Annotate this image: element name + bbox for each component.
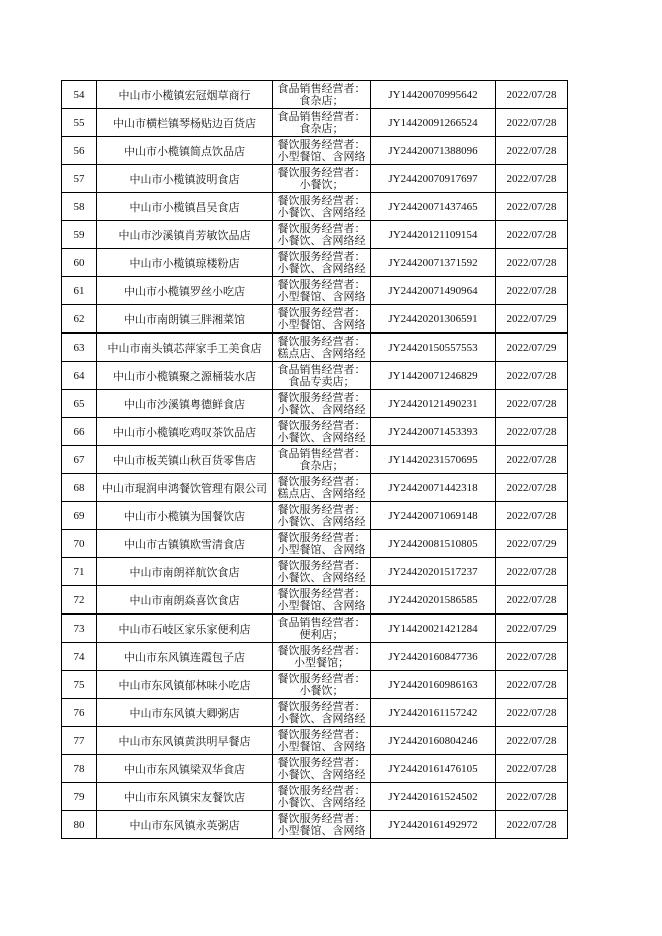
business-type-text: 餐饮服务经营者：小型餐馆、含网络 [277,728,366,753]
license-number-cell [371,249,496,277]
license-number-text: JY24420071490964 [388,284,478,297]
business-type-text: 餐饮服务经营者：小餐饮、含网络经 [277,419,366,444]
row-number-cell [62,221,97,249]
row-number-cell [62,614,97,643]
issue-date-text: 2022/07/29 [506,537,557,550]
business-type-cell [273,137,371,165]
license-number-cell [371,783,496,811]
business-type-text: 食品销售经营者：食杂店； [277,110,366,135]
table-row [62,390,568,418]
license-number-cell [371,502,496,530]
license-number-cell [371,277,496,305]
business-name-cell [97,755,273,783]
issue-date-cell [496,390,568,418]
row-number-text: 74 [73,650,85,663]
row-number-cell [62,165,97,193]
business-name-text: 中山市小榄镇波明食店 [129,173,240,186]
business-type-cell [273,474,371,502]
business-name-cell [97,643,273,671]
business-type-cell [273,418,371,446]
business-type-text: 餐饮服务经营者：小型餐馆； [277,644,366,669]
issue-date-cell [496,333,568,362]
license-number-text: JY24420201306591 [388,312,478,325]
row-number-text: 69 [73,509,85,522]
issue-date-text: 2022/07/28 [506,790,557,803]
business-name-text: 中山市东风镇永英粥店 [129,819,240,832]
business-name-text: 中山市小榄镇为国餐饮店 [124,510,245,523]
issue-date-text: 2022/07/28 [506,734,557,747]
table-row [62,109,568,137]
business-name-text: 中山市小榄镇聚之源桶装水店 [113,370,256,383]
table-row [62,586,568,615]
issue-date-cell [496,474,568,502]
license-number-cell [371,699,496,727]
table-row [62,502,568,530]
business-name-text: 中山市东风镇郁林味小吃店 [118,679,251,692]
business-type-text: 餐饮服务经营者：小餐饮； [277,672,366,697]
issue-date-cell [496,81,568,109]
business-type-text: 食品销售经营者：便利店； [277,616,366,641]
business-name-cell [97,586,273,615]
issue-date-text: 2022/07/28 [506,453,557,466]
business-type-text: 餐饮服务经营者：糕点店、含网络经 [277,475,366,500]
business-name-text: 中山市沙溪镇肖芳敏饮品店 [118,229,251,242]
license-number-text: JY24420161492972 [388,818,478,831]
issue-date-cell [496,783,568,811]
business-type-text: 食品销售经营者：食杂店； [277,447,366,472]
business-type-text: 餐饮服务经营者：小餐饮、含网络经 [277,559,366,584]
issue-date-cell [496,418,568,446]
business-type-cell [273,249,371,277]
license-number-cell [371,530,496,558]
table-row [62,362,568,390]
business-type-text: 餐饮服务经营者：小餐饮、含网络经 [277,250,366,275]
business-type-cell [273,727,371,755]
business-type-text: 餐饮服务经营者：小餐饮、含网络经 [277,756,366,781]
license-number-text: JY24420071388096 [388,144,478,157]
issue-date-cell [496,671,568,699]
business-type-text: 餐饮服务经营者：糕点店、含网络经 [277,335,366,360]
issue-date-cell [496,305,568,334]
table-row [62,221,568,249]
table-row [62,193,568,221]
business-name-text: 中山市古镇镇欧雪清食店 [124,538,245,551]
business-type-cell [273,643,371,671]
license-number-text: JY14420091266524 [388,116,478,129]
table-row [62,755,568,783]
business-name-text: 中山市沙溪镇粤德鲜食店 [124,398,245,411]
table-row [62,474,568,502]
license-number-cell [371,811,496,839]
table-row [62,81,568,109]
row-number-cell [62,390,97,418]
license-number-text: JY24420071442318 [388,481,478,494]
business-name-cell [97,333,273,362]
issue-date-text: 2022/07/28 [506,172,557,185]
business-name-cell [97,165,273,193]
table-row [62,333,568,362]
business-name-text: 中山市南朗镇三胖湘菜馆 [124,313,245,326]
row-number-text: 60 [73,256,85,269]
license-number-cell [371,671,496,699]
row-number-text: 57 [73,172,85,185]
business-type-text: 餐饮服务经营者：小型餐馆、含网络 [277,531,366,556]
business-name-cell [97,362,273,390]
business-name-text: 中山市东风镇连霞包子店 [124,651,245,664]
issue-date-cell [496,137,568,165]
issue-date-text: 2022/07/28 [506,762,557,775]
license-number-cell [371,586,496,615]
row-number-cell [62,362,97,390]
license-number-cell [371,165,496,193]
issue-date-cell [496,362,568,390]
business-type-cell [273,165,371,193]
license-number-cell [371,137,496,165]
issue-date-text: 2022/07/28 [506,593,557,606]
table-row [62,643,568,671]
business-name-text: 中山市琨润申鸿餐饮管理有限公司 [102,482,267,495]
business-type-text: 餐饮服务经营者：小型餐馆、含网络 [277,138,366,163]
row-number-cell [62,727,97,755]
business-type-cell [273,586,371,615]
row-number-text: 64 [73,369,85,382]
issue-date-text: 2022/07/28 [506,200,557,213]
business-name-text: 中山市横栏镇琴杨贴边百货店 [113,117,256,130]
row-number-cell [62,446,97,474]
license-number-cell [371,193,496,221]
row-number-text: 71 [73,565,85,578]
row-number-text: 54 [73,88,85,101]
table-row [62,783,568,811]
license-number-cell [371,305,496,334]
license-number-text: JY24420161524502 [388,790,478,803]
business-type-cell [273,699,371,727]
license-number-cell [371,81,496,109]
business-type-text: 餐饮服务经营者：小餐饮、含网络经 [277,784,366,809]
business-type-cell [273,277,371,305]
business-type-text: 餐饮服务经营者：小型餐馆、含网络 [277,812,366,837]
business-name-cell [97,727,273,755]
issue-date-cell [496,558,568,586]
license-number-text: JY24420070917697 [388,172,478,185]
row-number-cell [62,474,97,502]
business-name-text: 中山市南朗焱喜饮食店 [129,594,240,607]
license-number-cell [371,643,496,671]
row-number-cell [62,699,97,727]
business-name-cell [97,193,273,221]
license-number-text: JY24420150557553 [388,341,478,354]
license-number-cell [371,221,496,249]
license-number-cell [371,558,496,586]
row-number-text: 80 [73,818,85,831]
issue-date-text: 2022/07/28 [506,425,557,438]
issue-date-text: 2022/07/28 [506,88,557,101]
business-type-cell [273,81,371,109]
license-number-text: JY24420161476105 [388,762,478,775]
business-type-cell [273,783,371,811]
license-number-cell [371,614,496,643]
issue-date-text: 2022/07/28 [506,144,557,157]
row-number-text: 55 [73,116,85,129]
row-number-cell [62,249,97,277]
row-number-text: 75 [73,678,85,691]
business-name-text: 中山市东风镇黄洪明早餐店 [118,735,251,748]
issue-date-cell [496,614,568,643]
business-name-cell [97,109,273,137]
license-number-text: JY24420161157242 [388,706,478,719]
issue-date-cell [496,755,568,783]
row-number-text: 77 [73,734,85,747]
table-row [62,277,568,305]
issue-date-cell [496,643,568,671]
table-row [62,671,568,699]
row-number-cell [62,502,97,530]
row-number-text: 76 [73,706,85,719]
table-row [62,811,568,839]
business-type-cell [273,614,371,643]
business-type-cell [273,755,371,783]
issue-date-text: 2022/07/28 [506,509,557,522]
license-table-body [62,81,568,839]
row-number-text: 67 [73,453,85,466]
row-number-text: 78 [73,762,85,775]
row-number-text: 70 [73,537,85,550]
license-number-text: JY24420081510805 [388,537,478,550]
business-type-text: 餐饮服务经营者：小型餐馆、含网络 [277,278,366,303]
license-number-cell [371,727,496,755]
business-type-cell [273,362,371,390]
license-number-text: JY24420071437465 [388,200,478,213]
issue-date-text: 2022/07/28 [506,678,557,691]
issue-date-text: 2022/07/29 [506,622,557,635]
business-type-cell [273,305,371,334]
business-type-text: 食品销售经营者：食品专卖店； [277,363,366,388]
business-name-text: 中山市南头镇芯萍家手工美食店 [107,342,262,355]
license-number-cell [371,390,496,418]
table-row [62,418,568,446]
business-name-cell [97,558,273,586]
table-row [62,614,568,643]
issue-date-text: 2022/07/29 [506,341,557,354]
row-number-text: 68 [73,481,85,494]
table-row [62,727,568,755]
issue-date-text: 2022/07/28 [506,369,557,382]
row-number-cell [62,305,97,334]
issue-date-text: 2022/07/29 [506,312,557,325]
business-name-cell [97,137,273,165]
business-name-cell [97,502,273,530]
business-type-cell [273,446,371,474]
row-number-cell [62,333,97,362]
business-name-text: 中山市南朗祥航饮食店 [129,566,240,579]
issue-date-cell [496,109,568,137]
row-number-cell [62,109,97,137]
row-number-cell [62,277,97,305]
business-type-cell [273,558,371,586]
business-type-text: 餐饮服务经营者：小餐饮、含网络经 [277,391,366,416]
business-name-cell [97,249,273,277]
business-name-text: 中山市小榄镇宏冠烟草商行 [118,89,251,102]
business-name-cell [97,390,273,418]
business-name-text: 中山市小榄镇简点饮品店 [124,145,245,158]
row-number-cell [62,811,97,839]
business-type-text: 餐饮服务经营者：小餐饮、含网络经 [277,700,366,725]
license-number-text: JY14420071246829 [388,369,478,382]
business-type-cell [273,390,371,418]
issue-date-cell [496,530,568,558]
row-number-text: 66 [73,425,85,438]
issue-date-text: 2022/07/28 [506,256,557,269]
table-row [62,249,568,277]
issue-date-text: 2022/07/28 [506,706,557,719]
license-number-text: JY24420071453393 [388,425,478,438]
issue-date-text: 2022/07/28 [506,284,557,297]
issue-date-text: 2022/07/28 [506,397,557,410]
license-number-text: JY24420160847736 [388,650,478,663]
business-name-text: 中山市小榄镇琼楼粉店 [129,257,240,270]
row-number-cell [62,643,97,671]
issue-date-text: 2022/07/28 [506,818,557,831]
license-number-cell [371,333,496,362]
license-number-text: JY24420201517237 [388,565,478,578]
license-number-text: JY14420021421284 [388,622,478,635]
issue-date-cell [496,165,568,193]
row-number-text: 73 [73,622,85,635]
business-type-cell [273,502,371,530]
license-number-text: JY14420070995642 [388,88,478,101]
business-name-text: 中山市小榄镇吃鸡叹茶饮品店 [113,426,256,439]
issue-date-cell [496,811,568,839]
issue-date-cell [496,502,568,530]
license-number-cell [371,362,496,390]
row-number-text: 72 [73,593,85,606]
table-row [62,305,568,334]
license-number-text: JY24420160986163 [388,678,478,691]
license-number-cell [371,418,496,446]
business-name-cell [97,783,273,811]
business-name-cell [97,811,273,839]
license-number-text: JY24420201586585 [388,593,478,606]
row-number-text: 58 [73,200,85,213]
issue-date-cell [496,699,568,727]
issue-date-cell [496,193,568,221]
business-type-cell [273,530,371,558]
business-name-cell [97,474,273,502]
business-type-cell [273,333,371,362]
issue-date-text: 2022/07/28 [506,650,557,663]
business-name-text: 中山市东风镇梁双华食店 [124,763,245,776]
table-row [62,446,568,474]
issue-date-text: 2022/07/28 [506,481,557,494]
license-number-cell [371,474,496,502]
business-name-cell [97,671,273,699]
row-number-text: 79 [73,790,85,803]
license-number-cell [371,755,496,783]
issue-date-text: 2022/07/28 [506,565,557,578]
row-number-cell [62,671,97,699]
business-type-cell [273,109,371,137]
table-row [62,165,568,193]
license-number-text: JY24420121109154 [388,228,478,241]
business-type-text: 食品销售经营者：食杂店； [277,82,366,107]
license-number-text: JY24420160804246 [388,734,478,747]
license-number-text: JY24420121490231 [388,397,478,410]
row-number-text: 65 [73,397,85,410]
business-type-text: 餐饮服务经营者：小餐饮、含网络经 [277,222,366,247]
business-type-text: 餐饮服务经营者：小餐饮； [277,166,366,191]
license-number-cell [371,109,496,137]
row-number-cell [62,783,97,811]
issue-date-cell [496,727,568,755]
issue-date-text: 2022/07/28 [506,228,557,241]
table-row [62,558,568,586]
business-type-cell [273,221,371,249]
business-name-cell [97,446,273,474]
row-number-text: 61 [73,284,85,297]
business-type-text: 餐饮服务经营者：小型餐馆、含网络 [277,587,366,612]
row-number-cell [62,418,97,446]
row-number-text: 56 [73,144,85,157]
issue-date-cell [496,249,568,277]
business-name-text: 中山市小榄镇昌吴食店 [129,201,240,214]
row-number-cell [62,586,97,615]
row-number-cell [62,530,97,558]
row-number-cell [62,755,97,783]
row-number-cell [62,137,97,165]
row-number-cell [62,193,97,221]
row-number-text: 63 [73,341,85,354]
issue-date-cell [496,586,568,615]
business-name-text: 中山市东风镇大卿粥店 [129,707,240,720]
business-name-cell [97,221,273,249]
business-name-cell [97,81,273,109]
row-number-cell [62,81,97,109]
business-name-cell [97,305,273,334]
business-type-text: 餐饮服务经营者：小餐饮、含网络经 [277,503,366,528]
license-number-text: JY24420071069148 [388,509,478,522]
business-name-text: 中山市小榄镇罗丝小吃店 [124,285,245,298]
business-type-cell [273,811,371,839]
issue-date-cell [496,221,568,249]
business-name-text: 中山市东风镇宋友餐饮店 [124,791,245,804]
business-name-cell [97,277,273,305]
business-type-cell [273,671,371,699]
issue-date-text: 2022/07/28 [506,116,557,129]
business-name-cell [97,699,273,727]
license-number-text: JY24420071371592 [388,256,478,269]
row-number-text: 59 [73,228,85,241]
issue-date-cell [496,446,568,474]
business-name-text: 中山市石岐区家乐家便利店 [118,623,251,636]
business-name-cell [97,530,273,558]
license-number-text: JY14420231570695 [388,453,478,466]
business-name-cell [97,614,273,643]
table-row [62,699,568,727]
business-name-text: 中山市板芙镇山秋百货零售店 [113,454,256,467]
table-row [62,530,568,558]
row-number-text: 62 [73,312,85,325]
issue-date-cell [496,277,568,305]
row-number-cell [62,558,97,586]
license-table [61,80,568,839]
business-type-cell [273,193,371,221]
business-type-text: 餐饮服务经营者：小型餐馆、含网络 [277,306,366,331]
business-name-cell [97,418,273,446]
table-row [62,137,568,165]
license-number-cell [371,446,496,474]
business-type-text: 餐饮服务经营者：小餐饮、含网络经 [277,194,366,219]
